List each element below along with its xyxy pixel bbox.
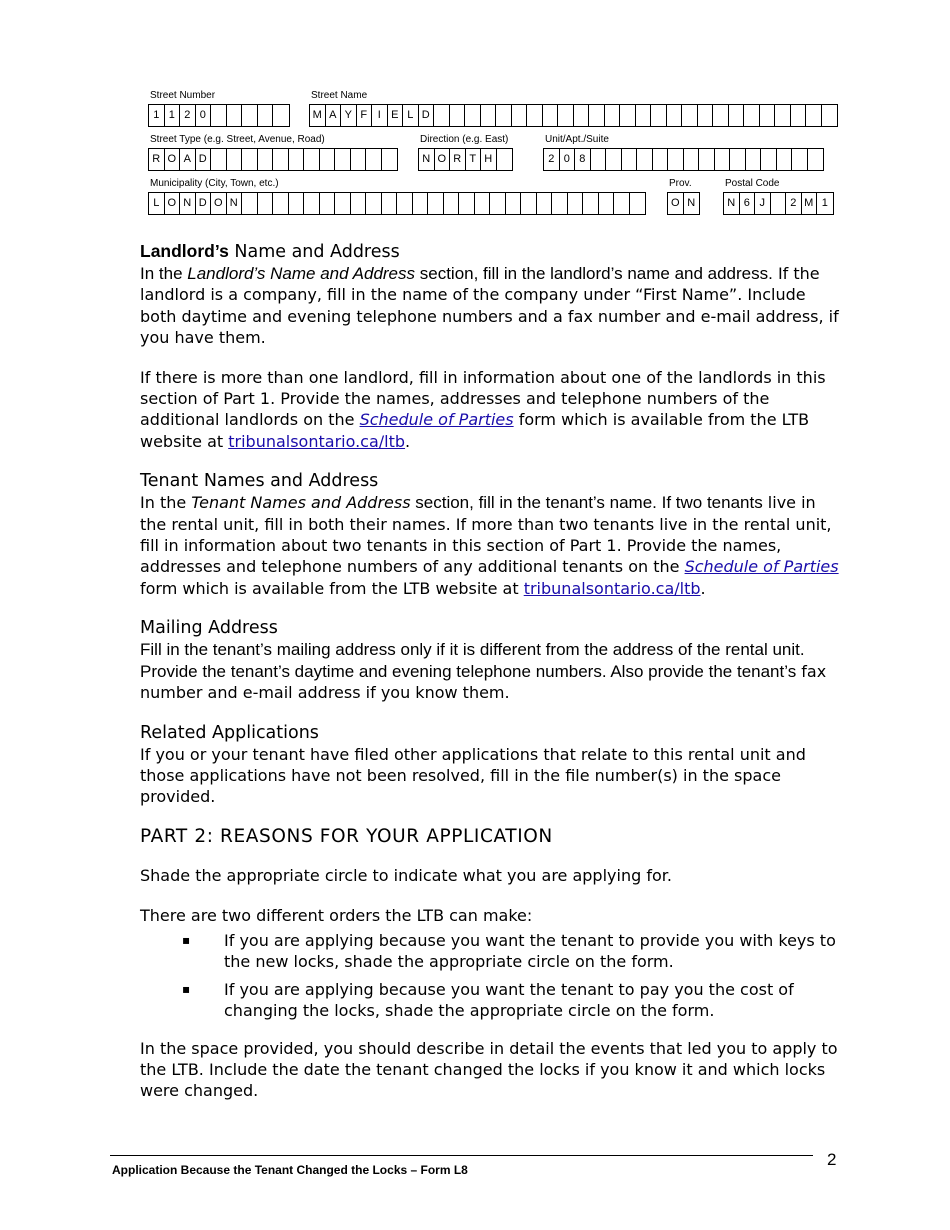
province-boxes[interactable]	[667, 192, 700, 215]
char-box[interactable]: I	[372, 105, 388, 126]
char-box[interactable]	[366, 193, 382, 214]
landlord-heading	[140, 240, 840, 263]
direction-label: Direction (e.g. East)	[420, 134, 509, 145]
char-box[interactable]: 1	[149, 105, 165, 126]
char-box[interactable]: D	[419, 105, 435, 126]
char-box[interactable]: 2	[544, 149, 560, 170]
char-box[interactable]	[481, 105, 497, 126]
char-box[interactable]: F	[357, 105, 373, 126]
char-box[interactable]: N	[687, 197, 696, 209]
char-box[interactable]	[622, 149, 638, 170]
char-box[interactable]	[475, 193, 491, 214]
char-box[interactable]	[775, 105, 791, 126]
char-box[interactable]: 1	[821, 197, 828, 209]
char-box[interactable]: R	[149, 149, 165, 170]
schedule-of-parties-link[interactable]: Schedule of Parties	[684, 557, 839, 577]
unit-label: Unit/Apt./Suite	[545, 134, 609, 145]
tenant-paragraph	[140, 492, 840, 599]
char-box[interactable]	[242, 193, 258, 214]
text-run: form which is available from the LTB website at	[140, 578, 524, 598]
tenant-heading: Tenant Names and Address	[140, 471, 379, 492]
mailing-heading: Mailing Address	[140, 618, 278, 639]
part2-paragraph-1: Shade the appropriate circle to indicate what you are applying for.	[140, 866, 672, 886]
char-box[interactable]	[397, 193, 413, 214]
char-box[interactable]: A	[326, 105, 342, 126]
char-box[interactable]: L	[149, 193, 165, 214]
text-run: section, fill in the landlord’s name and address.	[415, 264, 773, 283]
street-type-label: Street Type (e.g. Street, Avenue, Road)	[150, 134, 325, 145]
char-box[interactable]	[568, 193, 584, 214]
char-box[interactable]	[273, 149, 289, 170]
char-box[interactable]	[320, 193, 336, 214]
char-box[interactable]	[242, 149, 258, 170]
schedule-of-parties-link[interactable]: Schedule of Parties	[359, 410, 514, 430]
char-box[interactable]	[434, 105, 450, 126]
char-box[interactable]: O	[165, 149, 181, 170]
text-run: live in the rental unit, fill in both their names. If more than two tenants live in the rental unit, fill in information about two tenants in this section of Part 1. Provide the names, addresses and telephone numbers of any additional tenants on the	[140, 493, 832, 577]
char-box[interactable]	[289, 149, 305, 170]
char-box[interactable]: 1	[165, 105, 181, 126]
char-box[interactable]	[521, 193, 537, 214]
char-box[interactable]	[777, 149, 793, 170]
char-box[interactable]	[792, 149, 808, 170]
char-box[interactable]: 8	[575, 149, 591, 170]
ltb-website-link[interactable]: tribunalsontario.ca/ltb	[523, 578, 701, 598]
char-box[interactable]: O	[165, 193, 181, 214]
char-box[interactable]	[304, 193, 320, 214]
char-box[interactable]: O	[211, 193, 227, 214]
street-name-label: Street Name	[311, 90, 368, 101]
char-box[interactable]	[599, 193, 615, 214]
char-box[interactable]	[761, 149, 777, 170]
street-name-boxes[interactable]	[309, 104, 838, 127]
address-form-excerpt	[148, 90, 848, 220]
landlord-heading-bold: Landlord’s	[140, 241, 229, 261]
char-box[interactable]	[715, 149, 731, 170]
text-run: In the	[140, 493, 192, 513]
postal-code-label: Postal Code	[725, 178, 780, 189]
char-box[interactable]	[227, 149, 243, 170]
char-box[interactable]	[227, 105, 243, 126]
char-box[interactable]	[729, 105, 745, 126]
char-box[interactable]	[459, 193, 475, 214]
char-box[interactable]	[382, 193, 398, 214]
list-item: ▪ If you are applying because you want the tenant to provide you with keys to the new locks, shade the appropriate circle on the form.	[224, 930, 840, 973]
char-box[interactable]	[651, 105, 667, 126]
char-box[interactable]	[335, 193, 351, 214]
char-box[interactable]	[699, 149, 715, 170]
char-box[interactable]	[351, 193, 367, 214]
char-box[interactable]	[822, 105, 838, 126]
page-number: 2	[827, 1150, 837, 1169]
postal-code-boxes[interactable]	[723, 192, 834, 215]
char-box[interactable]	[606, 149, 622, 170]
text-run: Fill in the tenant’s mailing address only if it is different from the address of the rental unit. Provide the tenant’s daytime and evening telephone numbers. Also provide the tenant’s	[140, 640, 805, 681]
char-box[interactable]	[527, 105, 543, 126]
part2-paragraph-2: There are two different orders the LTB can make:	[140, 905, 533, 925]
char-box[interactable]: N	[227, 193, 243, 214]
char-box[interactable]	[444, 193, 460, 214]
char-box[interactable]	[497, 149, 513, 170]
char-box[interactable]	[320, 149, 336, 170]
char-box[interactable]: O	[668, 193, 684, 214]
char-box[interactable]	[744, 105, 760, 126]
char-box[interactable]	[413, 193, 429, 214]
landlord-paragraph-1	[140, 263, 840, 349]
char-box[interactable]	[273, 193, 289, 214]
char-box[interactable]	[653, 149, 669, 170]
char-box[interactable]	[289, 193, 305, 214]
char-box[interactable]: M	[802, 193, 818, 214]
text-run: .	[700, 578, 706, 598]
char-box[interactable]	[512, 105, 528, 126]
char-box[interactable]: N	[180, 193, 196, 214]
text-run: fax number and e-mail address if you know them.	[140, 661, 827, 703]
char-box[interactable]: N	[724, 193, 740, 214]
municipality-boxes[interactable]	[148, 192, 646, 215]
char-box[interactable]	[366, 149, 382, 170]
char-box[interactable]	[465, 105, 481, 126]
char-box[interactable]: D	[196, 149, 212, 170]
text-run: If the landlord is a company, fill in the name of the company under “First Name”. Include both daytime and evening telephone numbers and a fax number and e-mail address, if you have them.	[140, 264, 839, 348]
char-box[interactable]	[258, 149, 274, 170]
char-box[interactable]	[496, 105, 512, 126]
char-box[interactable]: 6	[740, 193, 756, 214]
text-run: section, fill in the tenant’s name. If two tenants	[410, 493, 763, 513]
orders-list	[140, 930, 840, 1022]
related-paragraph: If you or your tenant have filed other applications that relate to this rental unit and those applications have not been resolved, fill in the file number(s) in the space provided.	[140, 744, 806, 807]
ltb-website-link[interactable]: tribunalsontario.ca/ltb	[228, 431, 406, 451]
text-run: .	[405, 431, 411, 451]
char-box[interactable]: H	[481, 149, 497, 170]
part2-heading: PART 2: REASONS FOR YOUR APPLICATION	[140, 825, 553, 847]
char-box[interactable]	[684, 149, 700, 170]
text-run: form which is available from the LTB website at	[140, 410, 810, 451]
char-box[interactable]	[450, 105, 466, 126]
char-box[interactable]	[211, 149, 227, 170]
char-box[interactable]	[558, 105, 574, 126]
char-box[interactable]	[258, 193, 274, 214]
char-box[interactable]	[713, 105, 729, 126]
char-box[interactable]	[620, 105, 636, 126]
char-box[interactable]	[242, 105, 258, 126]
char-box[interactable]	[637, 149, 653, 170]
char-box[interactable]: R	[450, 149, 466, 170]
char-box[interactable]: M	[310, 105, 326, 126]
street-type-boxes[interactable]	[148, 148, 398, 171]
related-heading: Related Applications	[140, 722, 319, 743]
municipality-label: Municipality (City, Town, etc.)	[150, 178, 279, 189]
char-box[interactable]	[698, 105, 714, 126]
char-box[interactable]	[583, 193, 599, 214]
char-box[interactable]: A	[180, 149, 196, 170]
char-box[interactable]	[428, 193, 444, 214]
text-run-emphasis: Tenant Names and Address	[191, 493, 411, 513]
char-box[interactable]	[490, 193, 506, 214]
direction-boxes[interactable]	[418, 148, 513, 171]
part2-paragraph-3: In the space provided, you should describe in detail the events that led you to apply to the LTB. Include the date the tenant changed the locks if you know it and which locks were changed.	[140, 1038, 838, 1101]
street-number-label: Street Number	[150, 90, 216, 101]
text-run: In the	[140, 264, 188, 283]
char-box[interactable]	[808, 149, 824, 170]
char-box[interactable]	[335, 149, 351, 170]
char-box[interactable]	[304, 149, 320, 170]
landlord-paragraph-2	[140, 367, 840, 453]
char-box[interactable]	[630, 193, 646, 214]
char-box[interactable]	[791, 105, 807, 126]
char-box[interactable]	[273, 105, 289, 126]
char-box[interactable]	[589, 105, 605, 126]
char-box[interactable]	[771, 193, 787, 214]
char-box[interactable]	[506, 193, 522, 214]
text-run-emphasis: Landlord’s Name and Address	[187, 264, 416, 283]
char-box[interactable]	[552, 193, 568, 214]
char-box[interactable]: O	[435, 149, 451, 170]
footer-title: Application Because the Tenant Changed the Locks – Form L8	[112, 1163, 468, 1177]
char-box[interactable]	[258, 105, 274, 126]
char-box[interactable]	[682, 105, 698, 126]
street-number-boxes[interactable]	[148, 104, 290, 127]
footer-divider	[110, 1155, 813, 1156]
char-box[interactable]	[730, 149, 746, 170]
char-box[interactable]: L	[403, 105, 419, 126]
char-box[interactable]	[667, 105, 683, 126]
char-box[interactable]	[591, 149, 607, 170]
char-box[interactable]	[668, 149, 684, 170]
char-box[interactable]	[537, 193, 553, 214]
char-box[interactable]	[806, 105, 822, 126]
instructions-body	[140, 240, 840, 1120]
char-box[interactable]	[351, 149, 367, 170]
char-box[interactable]: 0	[196, 105, 212, 126]
char-box[interactable]: N	[419, 149, 435, 170]
char-box[interactable]	[543, 105, 559, 126]
char-box[interactable]: D	[196, 193, 212, 214]
unit-boxes[interactable]	[543, 148, 824, 171]
char-box[interactable]: E	[388, 105, 404, 126]
char-box[interactable]	[746, 149, 762, 170]
char-box[interactable]	[605, 105, 621, 126]
char-box[interactable]	[211, 105, 227, 126]
char-box[interactable]: T	[466, 149, 482, 170]
char-box[interactable]	[382, 149, 398, 170]
char-box[interactable]	[614, 193, 630, 214]
char-box[interactable]: 2	[180, 105, 196, 126]
char-box[interactable]: 2	[786, 193, 802, 214]
landlord-heading-rest: Name and Address	[228, 242, 400, 262]
char-box[interactable]: 0	[560, 149, 576, 170]
char-box[interactable]	[636, 105, 652, 126]
text-run: If there is more than one landlord, fill in information about one of the landlords in this section of Part 1. Provide the names, addresses and telephone numbers of the additional landlords on the	[140, 367, 826, 430]
char-box[interactable]: Y	[341, 105, 357, 126]
mailing-paragraph	[140, 639, 840, 703]
province-label: Prov.	[669, 178, 692, 189]
char-box[interactable]: J	[755, 193, 771, 214]
list-item: ▪ If you are applying because you want the tenant to pay you the cost of changing the locks, shade the appropriate circle on the form.	[224, 979, 840, 1022]
char-box[interactable]	[760, 105, 776, 126]
char-box[interactable]	[574, 105, 590, 126]
